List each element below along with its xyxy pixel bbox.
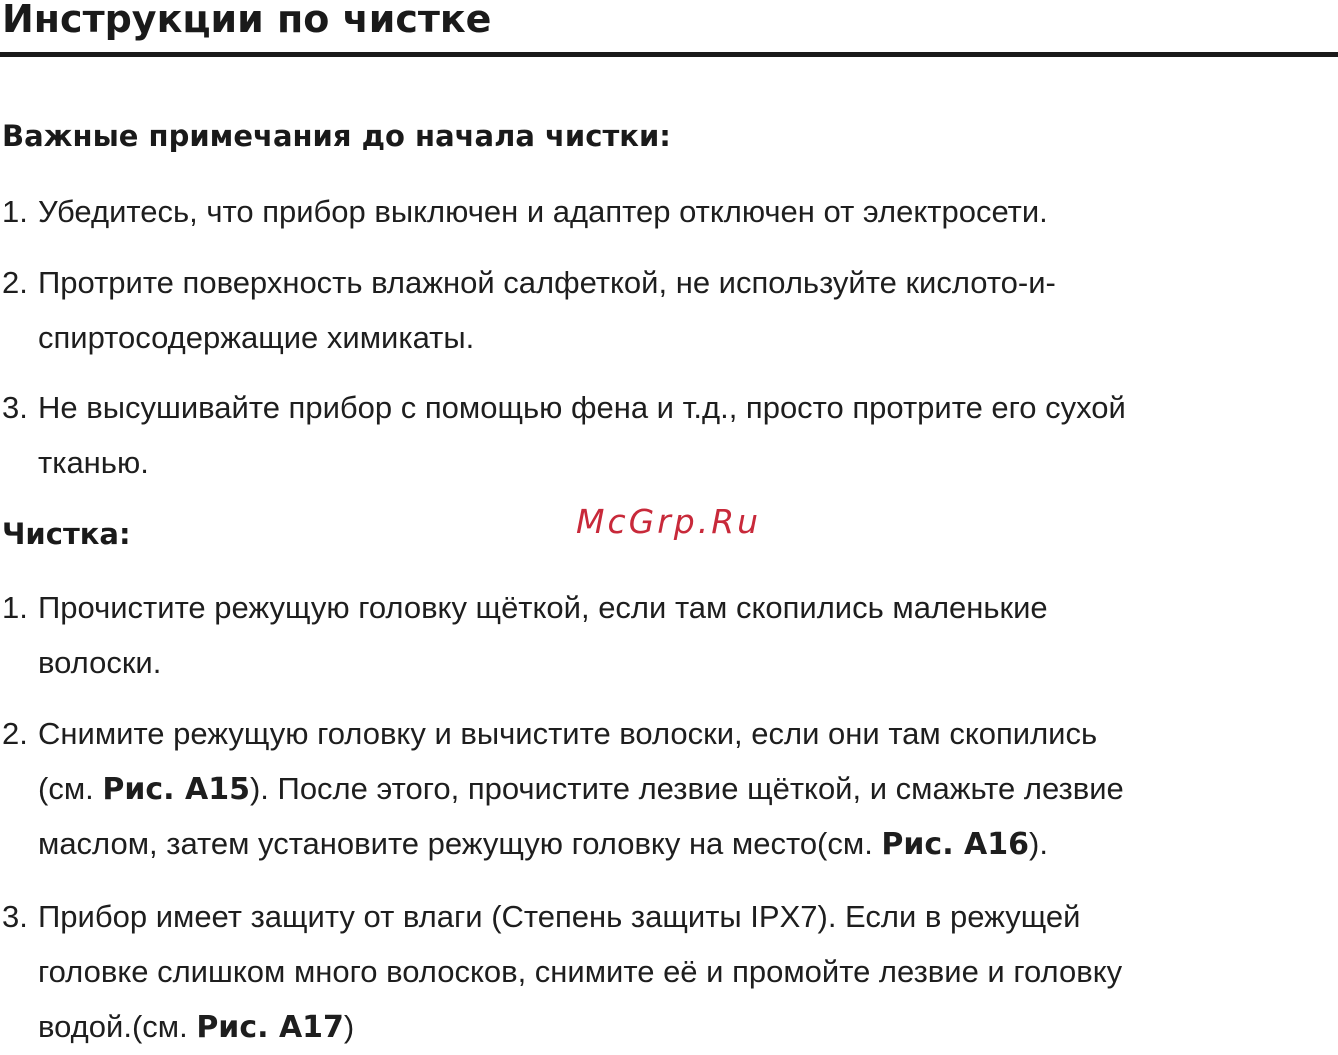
watermark: McGrp.Ru (576, 502, 762, 541)
item-number: 2. (2, 265, 28, 300)
item-text: Не высушивайте прибор с помощью фена и т.д., просто протрите его сухой тканью. (38, 390, 1126, 480)
item-text: Прочистите режущую головку щёткой, если там скопились маленькие волоски. (38, 590, 1048, 680)
item-number: 3. (2, 899, 28, 934)
item-text: Снимите режущую головку и вычистите волоски, если они там скопились (см. Рис. А15). После этого, прочистите лезвие щёткой, и смажьте лезвие маслом, затем установите режущую головку на место(см. Рис. А16). (38, 716, 1124, 862)
item-number: 3. (2, 390, 28, 425)
item-number: 1. (2, 194, 28, 229)
item-number: 1. (2, 590, 28, 625)
item-text: Прибор имеет защиту от влаги (Степень защиты IPX7). Если в режущей головке слишком много волосков, снимите её и промойте лезвие и головку водой.(см. Рис. А17) (38, 899, 1123, 1045)
figure-reference: Рис. А15 (102, 772, 250, 807)
item-text: Убедитесь, что прибор выключен и адаптер отключен от электросети. (38, 194, 1048, 229)
page-title: Инструкции по чистке (2, 0, 492, 41)
figure-reference: Рис. А17 (196, 1010, 344, 1045)
cleaning-heading: Чистка: (2, 517, 131, 551)
item-text: Протрите поверхность влажной салфеткой, не используйте кислото-и- спиртосодержащие химикаты. (38, 265, 1056, 355)
figure-reference: Рис. А16 (881, 827, 1030, 862)
notes-heading: Важные примечания до начала чистки: (2, 119, 671, 153)
item-number: 2. (2, 716, 28, 751)
title-divider (0, 52, 1338, 57)
